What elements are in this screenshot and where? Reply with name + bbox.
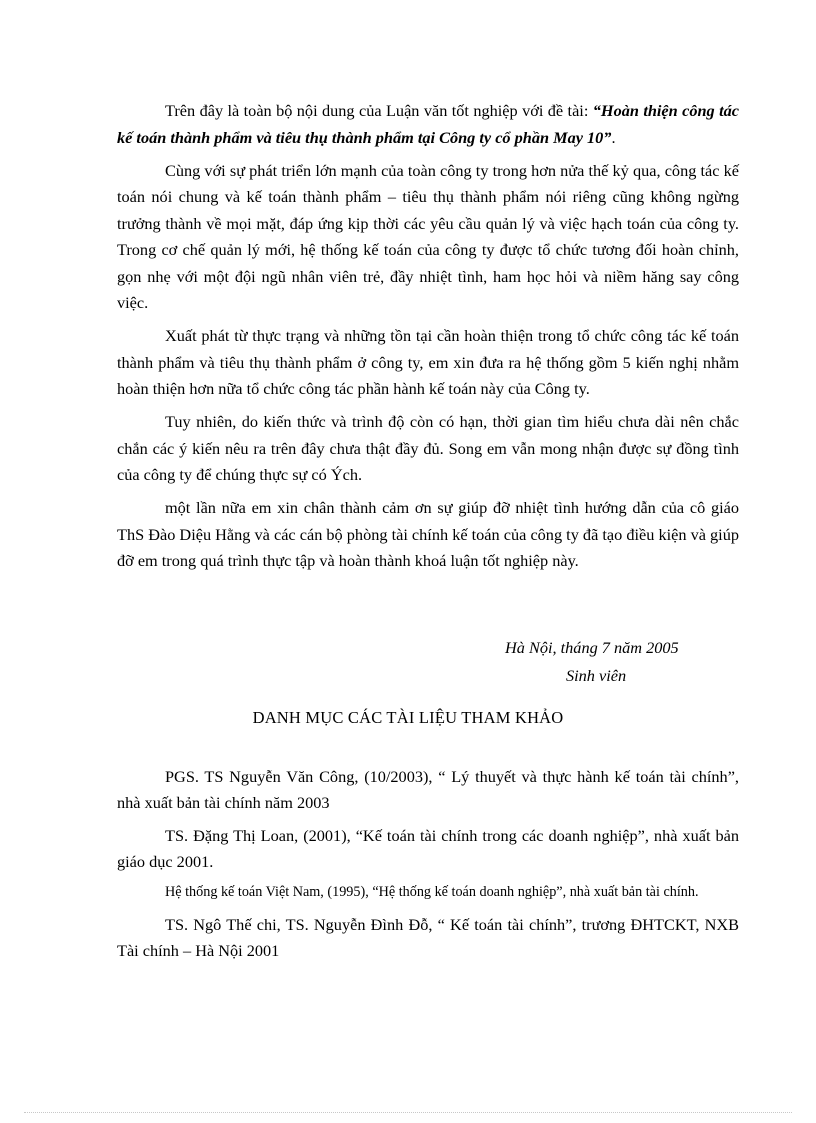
reference-item: Hệ thống kế toán Việt Nam, (1995), “Hệ thống kế toán doanh nghiệp”, nhà xuất bản tài chính.: [165, 884, 699, 900]
conclusion-paragraph-3: Xuất phát từ thực trạng và những tồn tại cần hoàn thiện trong tổ chức công tác kế toán thành phẩm và tiêu thụ thành phẩm ở công ty, em xin đưa ra hệ thống gồm 5 kiến nghị nhằm hoàn thiện hơn nữa tổ chức công tác phần hành kế toán này của Công ty.: [117, 326, 739, 399]
conclusion-paragraph-1: [117, 98, 739, 151]
reference-item: TS. Ngô Thế chi, TS. Nguyễn Đình Đỗ, “ Kế toán tài chính”, trương ĐHTCKT, NXB Tài chính – Hà Nội 2001: [117, 915, 739, 960]
references-heading: DANH MỤC CÁC TÀI LIỆU THAM KHẢO: [252, 708, 564, 727]
conclusion-paragraph-1-lead: Trên đây là toàn bộ nội dung của Luận văn tốt nghiệp với đề tài:: [165, 101, 593, 120]
conclusion-paragraph-5: một lần nữa em xin chân thành cảm ơn sự giúp đỡ nhiệt tình hướng dẫn của cô giáo ThS Đào Diệu Hằng và các cán bộ phòng tài chính kế toán của công ty đã tạo điều kiện và giúp đỡ em trong quá trình thực tập và hoàn thành khoá luận tốt nghiệp này.: [117, 498, 739, 571]
conclusion-section: [117, 98, 739, 581]
references-list: [117, 764, 739, 971]
page-bottom-divider: [24, 1112, 792, 1113]
place-date: Hà Nội, tháng 7 năm 2005: [505, 638, 679, 657]
reference-item: PGS. TS Nguyễn Văn Công, (10/2003), “ Lý thuyết và thực hành kế toán tài chính”, nhà xuất bản tài chính năm 2003: [117, 767, 739, 812]
conclusion-paragraph-4: Tuy nhiên, do kiến thức và trình độ còn có hạn, thời gian tìm hiểu chưa dài nên chắc chắn các ý kiến nêu ra trên đây chưa thật đầy đủ. Song em vẫn mong nhận được sự đồng tình của công ty để chúng thực sự có Ých.: [117, 412, 739, 485]
conclusion-paragraph-2: Cùng với sự phát triển lớn mạnh của toàn công ty trong hơn nửa thế kỷ qua, công tác kế toán nói chung và kế toán thành phẩm – tiêu thụ thành phẩm nói riêng cũng không ngừng trưởng thành về mọi mặt, đáp ứng kịp thời các yêu cầu quản lý và việc hạch toán của công ty. Trong cơ chế quản lý mới, hệ thống kế toán của công ty được tổ chức tương đối hoàn chỉnh, gọn nhẹ với một đội ngũ nhân viên trẻ, đầy nhiệt tình, ham học hỏi và niềm hăng say công việc.: [117, 160, 739, 313]
signer-role: Sinh viên: [566, 666, 627, 685]
conclusion-paragraph-1-end: .: [611, 127, 616, 147]
reference-item: TS. Đặng Thị Loan, (2001), “Kế toán tài chính trong các doanh nghiệp”, nhà xuất bản giáo dục 2001.: [117, 826, 739, 871]
thesis-title: “Hoàn thiện công tác kế toán thành phẩm và tiêu thụ thành phẩm tại Công ty cổ phần May 10”: [117, 101, 739, 147]
